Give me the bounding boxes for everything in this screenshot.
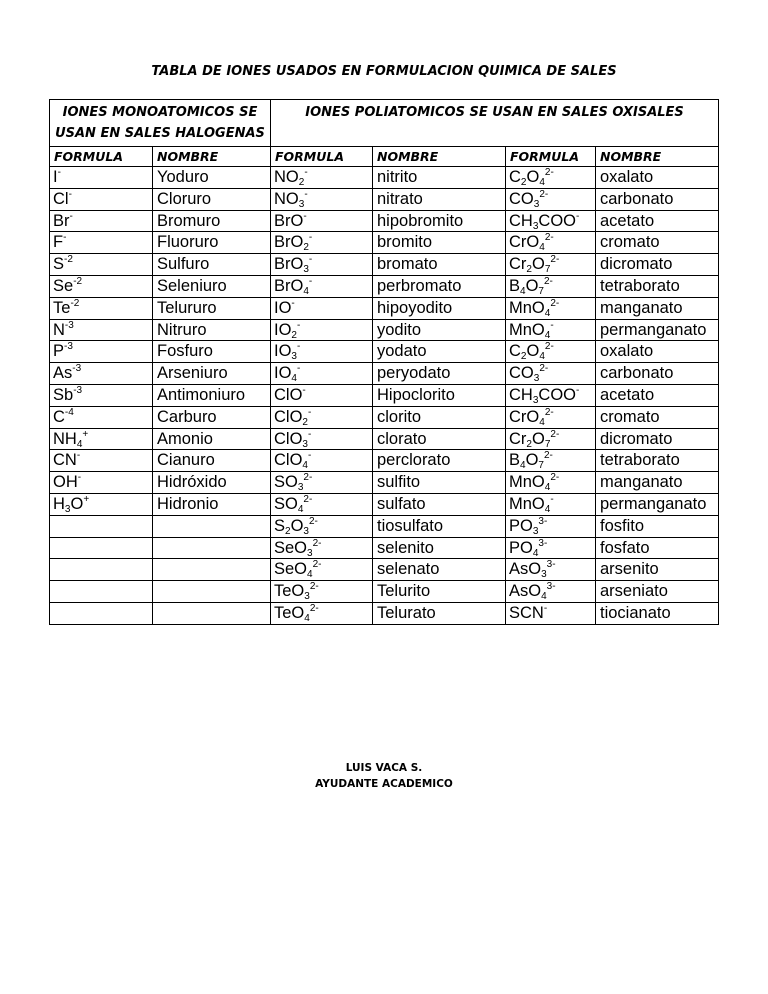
- author-role: AYUDANTE ACADEMICO: [315, 778, 453, 790]
- table-row: [50, 537, 719, 559]
- poly-a-ion-formula: $IO_4^-$: [271, 363, 373, 385]
- mono-ion-formula: [50, 581, 153, 603]
- poly-b-ion-formula: MnO$_4$-: [506, 493, 596, 515]
- poly-a-ion-formula: BrO$_3$-: [271, 254, 373, 276]
- poly-a-ion-name: perclorato: [373, 450, 506, 472]
- table-row: [50, 275, 719, 297]
- mono-ion-name: Hidronio: [153, 493, 271, 515]
- mono-ions-header: IONES MONOATOMICOS SE USAN EN SALES HALOGENAS: [50, 100, 271, 147]
- author-name: LUIS VACA S.: [345, 762, 423, 774]
- poly-a-ion-formula: ClO$_3$-: [271, 428, 373, 450]
- mono-ion-formula: $Te^{-2}$: [50, 297, 153, 319]
- mono-ion-name: Amonio: [153, 428, 271, 450]
- poly-b-ion-name: carbonato: [596, 363, 719, 385]
- poly-b-ion-name: carbonato: [596, 188, 719, 210]
- mono-ion-name: Cianuro: [153, 450, 271, 472]
- table-row: [50, 602, 719, 624]
- poly-a-ion-name: hipobromito: [373, 210, 506, 232]
- poly-a-ion-name: nitrito: [373, 167, 506, 189]
- poly-b-ion-name: permanganato: [596, 319, 719, 341]
- poly-b-ion-formula: CrO$_4^{2-}$: [506, 406, 596, 428]
- poly-b-ion-formula: MnO$_4$-: [506, 319, 596, 341]
- mono-ion-name: [153, 515, 271, 537]
- poly-b-ion-formula: AsO$_4^{3-}$: [506, 581, 596, 603]
- mono-ion-name: Arseniuro: [153, 363, 271, 385]
- poly-a-ion-formula: $SO_4^{2-}$: [271, 493, 373, 515]
- mono-ion-name: Antimoniuro: [153, 384, 271, 406]
- poly-a-ion-name: yodato: [373, 341, 506, 363]
- table-row: [50, 472, 719, 494]
- poly-a-ion-name: peryodato: [373, 363, 506, 385]
- poly-b-ion-formula: $B_4O_7^{2-}$: [506, 450, 596, 472]
- poly-a-ion-name: clorato: [373, 428, 506, 450]
- table-row: [50, 450, 719, 472]
- poly-a-ion-name: tiosulfato: [373, 515, 506, 537]
- poly-b-ion-formula: $CO_3^{2-}$: [506, 363, 596, 385]
- document-title: TABLA DE IONES USADOS EN FORMULACION QUIMICA DE SALES: [151, 64, 617, 79]
- column-header-name: NOMBRE: [373, 147, 506, 167]
- column-header-row: [50, 147, 719, 167]
- poly-b-ion-name: oxalato: [596, 167, 719, 189]
- mono-ion-name: Yoduro: [153, 167, 271, 189]
- poly-a-ion-formula: ClO$_4$-: [271, 450, 373, 472]
- poly-a-ion-formula: IO-: [271, 297, 373, 319]
- poly-a-ion-formula: ClO-: [271, 384, 373, 406]
- mono-ion-formula: $Se^{-2}$: [50, 275, 153, 297]
- mono-ion-name: [153, 581, 271, 603]
- mono-ion-name: [153, 537, 271, 559]
- poly-b-ion-formula: MnO$_4^{2-}$: [506, 472, 596, 494]
- table-row: [50, 210, 719, 232]
- table-row: [50, 363, 719, 385]
- table-row: [50, 254, 719, 276]
- mono-ion-formula: F-: [50, 232, 153, 254]
- mono-ion-formula: $S^{-2}$: [50, 254, 153, 276]
- poly-b-ion-name: fosfato: [596, 537, 719, 559]
- poly-b-ion-name: dicromato: [596, 428, 719, 450]
- poly-b-ion-formula: $PO_4^{3-}$: [506, 537, 596, 559]
- poly-b-ion-formula: MnO$_4^{2-}$: [506, 297, 596, 319]
- poly-b-ion-formula: $CH_3COO^-$: [506, 210, 596, 232]
- poly-a-ion-formula: $S_2O_3^{2-}$: [271, 515, 373, 537]
- poly-b-ion-formula: $CO_3^{2-}$: [506, 188, 596, 210]
- poly-b-ion-name: manganato: [596, 297, 719, 319]
- poly-a-ion-formula: BrO$_4$-: [271, 275, 373, 297]
- table-row: [50, 341, 719, 363]
- poly-b-ion-formula: $CH_3COO^-$: [506, 384, 596, 406]
- mono-ion-name: Sulfuro: [153, 254, 271, 276]
- poly-a-ion-formula: $IO_2^-$: [271, 319, 373, 341]
- mono-ion-formula: $As^{-3}$: [50, 363, 153, 385]
- poly-b-ion-name: oxalato: [596, 341, 719, 363]
- poly-b-ion-name: manganato: [596, 472, 719, 494]
- mono-ion-formula: Br-: [50, 210, 153, 232]
- poly-a-ion-formula: TeO$_3^{2-}$: [271, 581, 373, 603]
- poly-a-ion-formula: $NO_3^-$: [271, 188, 373, 210]
- mono-ion-formula: OH-: [50, 472, 153, 494]
- poly-b-ion-name: tetraborato: [596, 450, 719, 472]
- mono-ion-formula: $N^{-3}$: [50, 319, 153, 341]
- poly-b-ion-name: acetato: [596, 210, 719, 232]
- table-row: [50, 428, 719, 450]
- poly-b-ion-formula: $B_4O_7^{2-}$: [506, 275, 596, 297]
- mono-ion-name: [153, 602, 271, 624]
- poly-b-ion-name: acetato: [596, 384, 719, 406]
- poly-b-ion-name: cromato: [596, 232, 719, 254]
- poly-b-ion-formula: CrO$_4^{2-}$: [506, 232, 596, 254]
- mono-ion-name: Carburo: [153, 406, 271, 428]
- table-row: [50, 297, 719, 319]
- poly-a-ion-formula: $SO_3^{2-}$: [271, 472, 373, 494]
- mono-ion-name: Fluoruro: [153, 232, 271, 254]
- poly-a-ion-name: hipoyodito: [373, 297, 506, 319]
- poly-a-ion-name: perbromato: [373, 275, 506, 297]
- column-header-formula: FORMULA: [271, 147, 373, 167]
- poly-b-ion-formula: $Cr_2O_7^{2-}$: [506, 254, 596, 276]
- mono-ion-formula: $Sb^{-3}$: [50, 384, 153, 406]
- poly-b-ion-formula: $Cr_2O_7^{2-}$: [506, 428, 596, 450]
- mono-ion-formula: I-: [50, 167, 153, 189]
- mono-ion-formula: $P^{-3}$: [50, 341, 153, 363]
- poly-a-ion-name: bromato: [373, 254, 506, 276]
- mono-ion-formula: [50, 515, 153, 537]
- mono-ion-formula: [50, 537, 153, 559]
- mono-ion-name: Bromuro: [153, 210, 271, 232]
- ion-table: [49, 99, 719, 625]
- poly-b-ion-formula: SCN-: [506, 602, 596, 624]
- mono-ion-formula: $H_3O^+$: [50, 493, 153, 515]
- poly-a-ion-formula: BrO-: [271, 210, 373, 232]
- poly-b-ion-name: fosfito: [596, 515, 719, 537]
- mono-ion-name: Nitruro: [153, 319, 271, 341]
- mono-ion-formula: [50, 559, 153, 581]
- poly-b-ion-name: arsenito: [596, 559, 719, 581]
- poly-a-ion-name: nitrato: [373, 188, 506, 210]
- poly-a-ion-formula: TeO$_4^{2-}$: [271, 602, 373, 624]
- poly-b-ion-name: tetraborato: [596, 275, 719, 297]
- poly-a-ion-name: sulfato: [373, 493, 506, 515]
- column-header-name: NOMBRE: [153, 147, 271, 167]
- table-row: [50, 167, 719, 189]
- table-row: [50, 406, 719, 428]
- poly-a-ion-formula: $NO_2^-$: [271, 167, 373, 189]
- poly-b-ion-formula: $C_2O_4^{2-}$: [506, 167, 596, 189]
- poly-a-ion-name: selenato: [373, 559, 506, 581]
- mono-ion-name: Fosfuro: [153, 341, 271, 363]
- poly-b-ion-name: permanganato: [596, 493, 719, 515]
- poly-a-ion-formula: $IO_3^-$: [271, 341, 373, 363]
- poly-ions-header: IONES POLIATOMICOS SE USAN EN SALES OXISALES: [271, 100, 719, 147]
- poly-a-ion-name: yodito: [373, 319, 506, 341]
- table-row: [50, 493, 719, 515]
- poly-a-ion-name: bromito: [373, 232, 506, 254]
- poly-b-ion-name: arseniato: [596, 581, 719, 603]
- column-header-formula: FORMULA: [50, 147, 153, 167]
- poly-a-ion-name: clorito: [373, 406, 506, 428]
- poly-a-ion-name: sulfito: [373, 472, 506, 494]
- table-row: [50, 559, 719, 581]
- mono-ion-formula: $C^{-4}$: [50, 406, 153, 428]
- mono-ion-formula: CN-: [50, 450, 153, 472]
- column-header-name: NOMBRE: [596, 147, 719, 167]
- table-row: [50, 232, 719, 254]
- poly-a-ion-formula: BrO$_2$-: [271, 232, 373, 254]
- poly-a-ion-name: selenito: [373, 537, 506, 559]
- poly-b-ion-name: dicromato: [596, 254, 719, 276]
- mono-ion-name: Hidróxido: [153, 472, 271, 494]
- poly-a-ion-name: Telurito: [373, 581, 506, 603]
- table-row: [50, 188, 719, 210]
- poly-a-ion-name: Hipoclorito: [373, 384, 506, 406]
- poly-b-ion-name: cromato: [596, 406, 719, 428]
- mono-ion-name: Cloruro: [153, 188, 271, 210]
- table-row: [50, 515, 719, 537]
- poly-b-ion-formula: $PO_3^{3-}$: [506, 515, 596, 537]
- column-header-formula: FORMULA: [506, 147, 596, 167]
- poly-b-ion-name: tiocianato: [596, 602, 719, 624]
- mono-ion-name: Seleniuro: [153, 275, 271, 297]
- mono-ion-formula: $NH_4^+$: [50, 428, 153, 450]
- mono-ion-formula: [50, 602, 153, 624]
- mono-ion-formula: Cl-: [50, 188, 153, 210]
- poly-b-ion-formula: $C_2O_4^{2-}$: [506, 341, 596, 363]
- poly-b-ion-formula: AsO$_3^{3-}$: [506, 559, 596, 581]
- poly-a-ion-formula: ClO$_2$-: [271, 406, 373, 428]
- poly-a-ion-name: Telurato: [373, 602, 506, 624]
- table-row: [50, 384, 719, 406]
- mono-ion-name: [153, 559, 271, 581]
- table-row: [50, 319, 719, 341]
- poly-a-ion-formula: SeO$_4^{2-}$: [271, 559, 373, 581]
- poly-a-ion-formula: SeO$_3^{2-}$: [271, 537, 373, 559]
- table-row: [50, 581, 719, 603]
- mono-ion-name: Telururo: [153, 297, 271, 319]
